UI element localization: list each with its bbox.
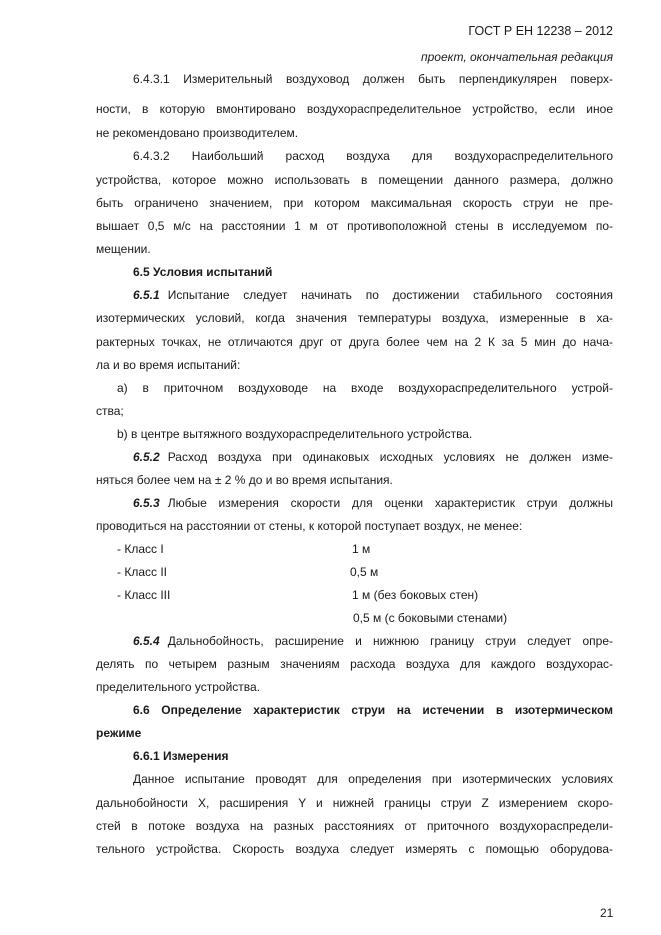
list-item-a: а) в приточном воздуховоде на входе воздухораспределительного устрой- (117, 381, 613, 395)
p654-line-3: пределительного устройства. (96, 680, 261, 694)
section-6-6-heading-cont: режиме (96, 726, 142, 740)
class-name: - Класс I (117, 542, 164, 556)
clause-number: 6.5.1 (133, 288, 160, 302)
p651-line-1 (133, 287, 613, 303)
p6431-line-1: 6.4.3.1 Измерительный воздуховод должен быть перпендикулярен поверх- (133, 72, 613, 86)
class-name: - Класс II (117, 565, 167, 579)
p661-line-1: Данное испытание проводят для определения при изотермических условиях (133, 772, 613, 786)
page-number: 21 (600, 906, 614, 920)
p652-line-2: няться более чем на ± 2 % до и во время испытания. (96, 473, 393, 487)
p651-line-2: изотермических условий, когда значения температуры воздуха, измеренные в ха- (96, 311, 613, 325)
class-distance: 1 м (352, 542, 371, 556)
class-distance: 0,5 м (с боковыми стенами) (353, 611, 508, 625)
p652-text: Расход воздуха при одинаковых исходных условиях не должен изме- (167, 450, 613, 464)
p6431-line-2: ности, в которую вмонтировано воздухораспределительное устройство, если иное (96, 102, 613, 116)
p661-line-4: тельного устройства. Скорость воздуха следует измерять с помощью оборудова- (96, 842, 613, 856)
document-code: ГОСТ Р ЕН 12238 – 2012 (468, 24, 613, 38)
section-6-6-1-heading: 6.6.1 Измерения (133, 749, 229, 763)
clause-number: 6.5.4 (133, 634, 160, 648)
p654-line-1 (133, 633, 613, 649)
p661-line-3: стей в потоке воздуха на разных расстояниях от приточного воздухораспредели- (96, 819, 613, 833)
p653-text: Любые измерения скорости для оценки характеристик струи должны (167, 496, 613, 510)
class-name: - Класс III (117, 588, 171, 602)
section-6-6-heading: 6.6 Определение характеристик струи на истечении в изотермическом (133, 703, 613, 717)
p6432-line-1: 6.4.3.2 Наибольший расход воздуха для воздухораспределительного (133, 149, 613, 163)
p6431-line-3: не рекомендовано производителем. (96, 126, 299, 140)
p6432-line-2: устройства, которое можно использовать в помещении данного размера, должно (96, 173, 613, 187)
p6432-line-5: мещении. (96, 242, 151, 256)
p661-line-2: дальнобойности X, расширения Y и нижней границы струи Z измерением скоро- (96, 796, 613, 810)
clause-number: 6.5.3 (133, 496, 160, 510)
class-distance: 0,5 м (350, 565, 379, 579)
edition-note: проект, окончательная редакция (421, 50, 613, 64)
p651-text: Испытание следует начинать по достижении стабильного состояния (167, 288, 613, 302)
p651-line-4: ла и во время испытаний: (96, 358, 241, 372)
list-item-a-cont: ства; (96, 404, 124, 418)
p654-text: Дальнобойность, расширение и нижнюю границу струи следует опре- (167, 634, 613, 648)
list-item-b: b) в центре вытяжного воздухораспределительного устройства. (117, 427, 473, 441)
p652-line-1 (133, 449, 613, 465)
p653-line-1 (133, 495, 613, 511)
p651-line-3: рактерных точках, не отличаются друг от друга более чем на 2 К за 5 мин до нача- (96, 335, 613, 349)
p6432-line-3: быть ограничено значением, при котором максимальная скорость струи не пре- (96, 196, 613, 210)
p654-line-2: делять по четырем разным значениям расхода воздуха для каждого воздухорас- (96, 657, 613, 671)
p6432-line-4: вышает 0,5 м/с на расстоянии 1 м от противоположной стены в исследуемом по- (96, 219, 613, 233)
section-6-5-heading: 6.5 Условия испытаний (133, 265, 273, 279)
class-distance: 1 м (без боковых стен) (352, 588, 479, 602)
clause-number: 6.5.2 (133, 450, 160, 464)
p653-line-2: проводиться на расстоянии от стены, к которой поступает воздух, не менее: (96, 519, 523, 533)
